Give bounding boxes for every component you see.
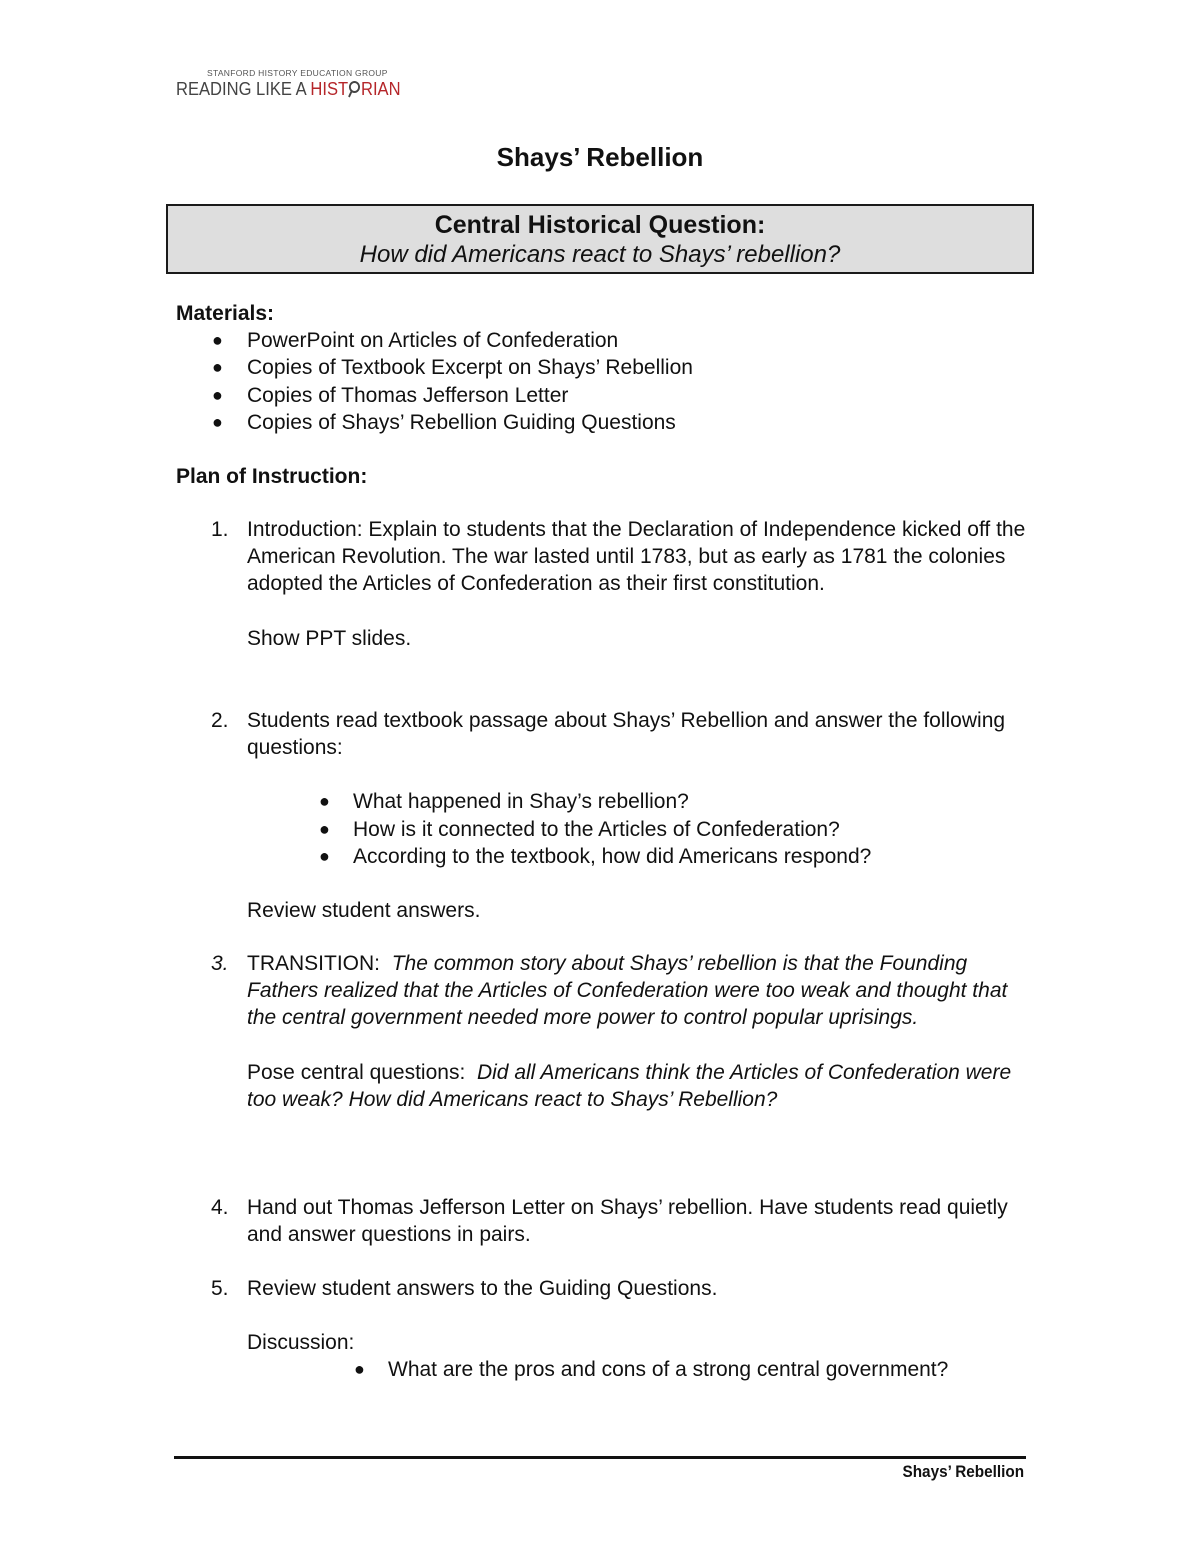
step-text: Students read textbook passage about Shays’ Rebellion and answer the following questions:: [247, 709, 1006, 760]
discussion-list: [354, 1356, 1031, 1383]
plan-step-3: [211, 950, 1031, 1113]
list-item: ● How is it connected to the Articles of Confederation?: [353, 816, 1031, 843]
logo: [176, 68, 416, 100]
footer-title: Shays’ Rebellion: [902, 1462, 1024, 1481]
list-item: ● According to the textbook, how did Americans respond?: [353, 843, 1031, 870]
pose-text: Did all Americans think the Articles of Confederation were too weak? How did Americans react to Shays’ Rebellion?: [247, 1060, 1012, 1111]
bullet-icon: ●: [212, 357, 223, 378]
logo-wordmark-red-b: RIAN: [360, 79, 401, 99]
step-number: 5.: [211, 1277, 229, 1300]
bullet-icon: ●: [319, 791, 330, 812]
list-item: ● Copies of Thomas Jefferson Letter: [176, 382, 693, 409]
list-item: ● Copies of Shays’ Rebellion Guiding Questions: [176, 409, 693, 436]
question-list: [319, 788, 1031, 870]
step-number: 2.: [211, 709, 229, 732]
plan-step-2: [211, 707, 1031, 924]
logo-org-name: STANFORD HISTORY EDUCATION GROUP: [207, 68, 388, 78]
list-item: ● What are the pros and cons of a strong central government?: [388, 1356, 1031, 1383]
bullet-icon: ●: [319, 818, 330, 839]
central-question-box: [166, 204, 1034, 274]
plan-step-1: [211, 516, 1031, 652]
step-text: Introduction: Explain to students that the Declaration of Independence kicked off the American Revolution. The war lasted until 1783, but as early as 1781 the colonies adopted the Articles of Confederation as their first constitution.: [247, 518, 1026, 596]
logo-wordmark: [176, 78, 401, 100]
step-note: Review student answers.: [247, 899, 481, 923]
bullet-icon: ●: [212, 330, 223, 350]
step-number: 1.: [211, 518, 229, 541]
bullet-icon: ●: [319, 845, 330, 866]
list-item: ● PowerPoint on Articles of Confederation: [176, 327, 693, 354]
step-number: 3.: [211, 952, 229, 975]
list-item: ● Copies of Textbook Excerpt on Shays’ Rebellion: [176, 354, 693, 381]
step-text: Review student answers to the Guiding Questions.: [247, 1277, 718, 1300]
step-text: Hand out Thomas Jefferson Letter on Shays’ rebellion. Have students read quietly and answer questions in pairs.: [247, 1196, 1008, 1247]
step-text: [247, 950, 1031, 1032]
step-note: [247, 1059, 1031, 1113]
transition-label: TRANSITION:: [247, 952, 392, 975]
step-note: Show PPT slides.: [247, 626, 412, 650]
plan-heading: Plan of Instruction:: [176, 465, 368, 488]
transition-text: The common story about Shays’ rebellion is that the Founding Fathers realized that the Articles of Confederation were too weak and thought that the central government needed more power to control popular uprisings.: [247, 952, 1008, 1030]
central-question-text: How did Americans react to Shays’ rebellion?: [359, 241, 841, 268]
materials-list: [176, 327, 693, 436]
central-question-label: Central Historical Question:: [434, 211, 766, 239]
step-number: 4.: [211, 1196, 229, 1219]
bullet-icon: ●: [354, 1359, 365, 1380]
list-item: ● What happened in Shay’s rebellion?: [353, 788, 1031, 815]
footer-divider: [174, 1456, 1026, 1459]
logo-wordmark-dark: READING LIKE A: [176, 79, 311, 99]
magnifier-icon: [348, 79, 361, 99]
plan-step-4: [211, 1194, 1031, 1248]
materials-heading: Materials:: [176, 302, 275, 325]
discussion-label: Discussion:: [247, 1331, 355, 1355]
pose-label: Pose central questions:: [247, 1060, 477, 1084]
bullet-icon: ●: [212, 384, 223, 405]
logo-wordmark-red-a: HIST: [310, 79, 349, 99]
page-title: Shays’ Rebellion: [496, 142, 704, 172]
plan-step-5: [211, 1275, 1031, 1384]
bullet-icon: ●: [212, 411, 223, 432]
